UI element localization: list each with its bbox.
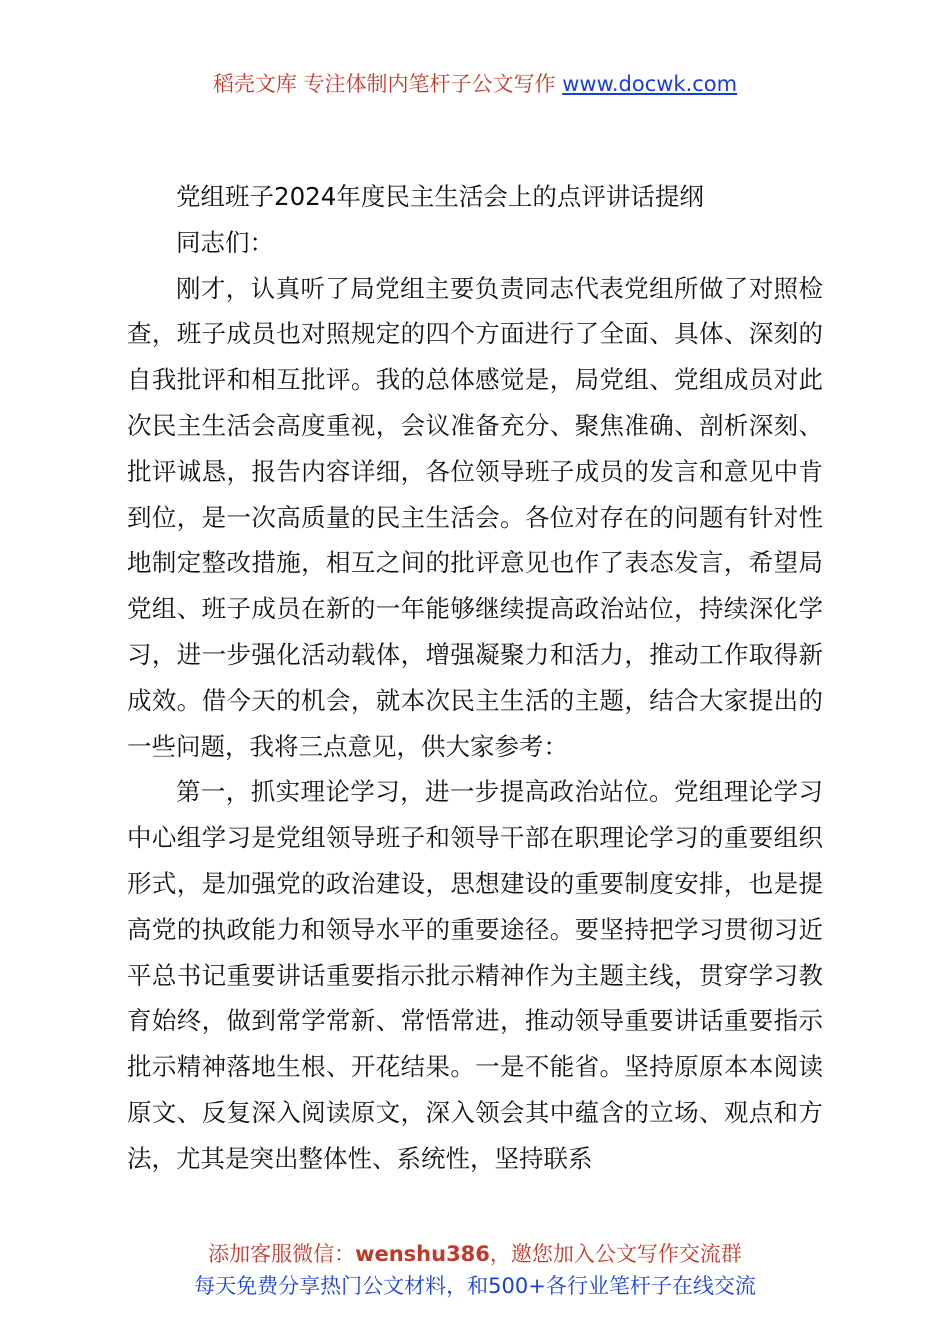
footer-share-line: 每天免费分享热门公文材料，和500+各行业笔杆子在线交流	[194, 1274, 756, 1298]
brand-slogan: 稻壳文库 专注体制内笔杆子公文写作	[212, 72, 556, 96]
footer-wechat-suffix: ，邀您加入公文写作交流群	[489, 1242, 742, 1266]
page-footer	[0, 1238, 950, 1302]
footer-wechat-prefix: 添加客服微信：	[208, 1242, 356, 1266]
site-link[interactable]: www.docwk.com	[562, 72, 738, 96]
paragraph: 第一，抓实理论学习，进一步提高政治站位。党组理论学习中心组学习是党组领导班子和领导干部在职理论学习的重要组织形式，是加强党的政治建设，思想建设的重要制度安排，也是提高党的执政能力和领导水平的重要途径。要坚持把学习贯彻习近平总书记重要讲话重要指示批示精神作为主题主线，贯穿学习教育始终，做到常学常新、常悟常进，推动领导重要讲话重要指示批示精神落地生根、开花结果。一是不能省。坚持原原本本阅读原文、反复深入阅读原文，深入领会其中蕴含的立场、观点和方法，尤其是突出整体性、系统性，坚持联系	[127, 777, 823, 1173]
greeting: 同志们：	[176, 227, 274, 257]
paragraph: 刚才，认真听了局党组主要负责同志代表党组所做了对照检查，班子成员也对照规定的四个方面进行了全面、具体、深刻的自我批评和相互批评。我的总体感觉是，局党组、党组成员对此次民主生活会高度重视，会议准备充分、聚焦准确、剖析深刻、批评诚恳，报告内容详细，各位领导班子成员的发言和意见中肯到位，是一次高质量的民主生活会。各位对存在的问题有针对性地制定整改措施，相互之间的批评意见也作了表态发言，希望局党组、班子成员在新的一年能够继续提高政治站位，持续深化学习，进一步强化活动载体，增强凝聚力和活力，推动工作取得新成效。借今天的机会，就本次民主生活的主题，结合大家提出的一些问题，我将三点意见，供大家参考：	[127, 273, 823, 761]
document-body	[127, 174, 823, 1182]
footer-wechat-line	[0, 1238, 950, 1270]
document-title: 党组班子2024年度民主生活会上的点评讲话提纲	[176, 182, 704, 211]
page-header	[0, 68, 950, 100]
wechat-id: wenshu386	[355, 1242, 490, 1266]
